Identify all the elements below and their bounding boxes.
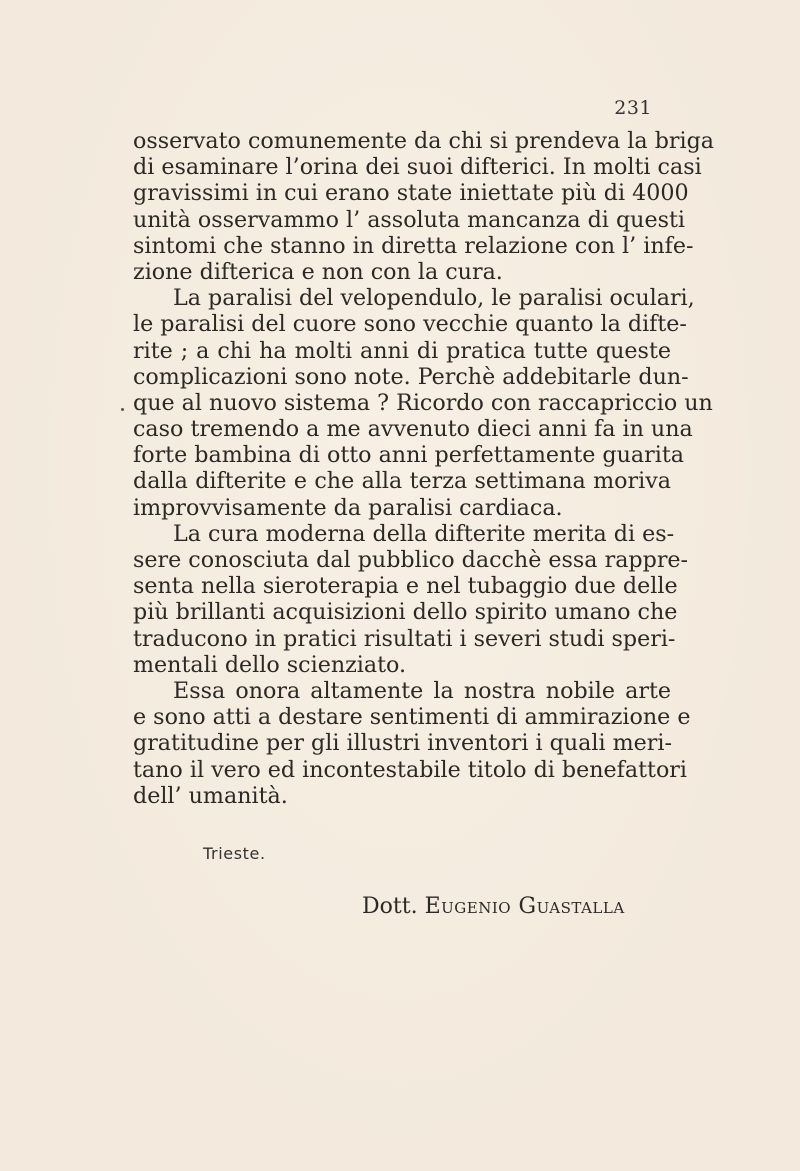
text-line: e sono atti a destare sentimenti di ammirazione e bbox=[133, 704, 691, 731]
text-line: que al nuovo sistema ? Ricordo con raccapriccio un bbox=[133, 389, 713, 416]
text-line: caso tremendo a me avvenuto dieci anni fa in una bbox=[133, 416, 693, 443]
text-line: forte bambina di otto anni perfettamente guarita bbox=[133, 442, 684, 469]
text-line: La paralisi del velopendulo, le paralisi oculari, bbox=[173, 285, 695, 312]
text-line: gravissimi in cui erano state iniettate più di 4000 bbox=[133, 180, 689, 207]
text-line: gratitudine per gli illustri inventori i quali meri- bbox=[133, 730, 672, 757]
margin-mark bbox=[121, 408, 124, 411]
text-line: unità osservammo l’ assoluta mancanza di questi bbox=[133, 206, 685, 233]
signature bbox=[362, 894, 625, 919]
text-line: dalla difterite e che alla terza settimana moriva bbox=[133, 468, 671, 495]
text-line: di esaminare l’orina dei suoi difterici. In molti casi bbox=[133, 154, 702, 181]
text-line: le paralisi del cuore sono vecchie quanto la difte- bbox=[133, 311, 687, 338]
page-number: 231 bbox=[614, 97, 652, 119]
text-line: tano il vero ed incontestabile titolo di benefattori bbox=[133, 756, 688, 783]
text-line: sintomi che stanno in diretta relazione con l’ infe- bbox=[133, 232, 694, 259]
text-line: La cura moderna della difterite merita di es- bbox=[173, 520, 675, 547]
text-line: sere conosciuta dal pubblico dacchè essa rappre- bbox=[133, 547, 689, 573]
text-line: rite ; a chi ha molti anni di pratica tutte queste bbox=[133, 337, 671, 364]
text-line: Essa onora altamente la nostra nobile arte bbox=[173, 677, 671, 704]
body-text bbox=[133, 128, 715, 809]
text-line: zione difterica e non con la cura. bbox=[133, 258, 503, 285]
signature-title: Dott. bbox=[362, 894, 418, 919]
text-line: osservato comunemente da chi si prendeva la briga bbox=[133, 128, 715, 154]
text-line: improvvisamente da paralisi cardiaca. bbox=[133, 494, 563, 521]
place-name: Trieste. bbox=[203, 844, 266, 863]
text-line: mentali dello scienziato. bbox=[133, 651, 407, 678]
text-line: dell’ umanità. bbox=[133, 782, 288, 809]
text-line: complicazioni sono note. Perchè addebitarle dun- bbox=[133, 363, 689, 390]
signature-name: Eugenio Guastalla bbox=[424, 894, 625, 919]
text-line: senta nella sieroterapia e nel tubaggio due delle bbox=[133, 573, 678, 600]
text-line: traducono in pratici risultati i severi studi speri- bbox=[133, 625, 676, 652]
text-line: più brillanti acquisizioni dello spirito umano che bbox=[133, 599, 678, 626]
